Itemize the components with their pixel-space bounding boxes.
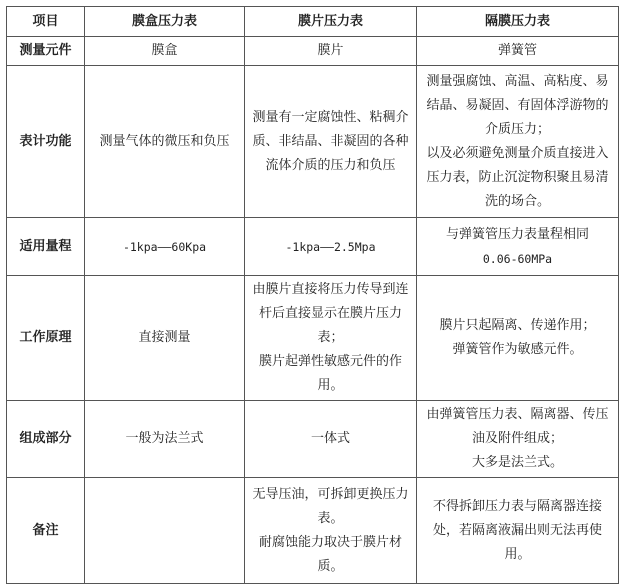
diaphragm-notes-line-2: 耐腐蚀能力取决于膜片材质。 (258, 534, 402, 574)
cell-sealed-notes: 不得拆卸压力表与隔离器连接处，若隔离液漏出则无法再使用。 (417, 478, 619, 584)
sealed-principle-line-1: 膜片只起隔离、传递作用； (439, 318, 596, 333)
header-item: 项目 (7, 7, 85, 37)
sealed-function-line-2: 以及必须避免测量介质直接进入压力表，防止沉淀物积聚且易清洗的场合。 (426, 145, 609, 209)
diaphragm-principle-line-2: 膜片起弹性敏感元件的作用。 (258, 354, 402, 393)
diaphragm-principle-line-1: 由膜片直接将压力传导到连杆后直接显示在膜片压力表； (252, 282, 409, 345)
row-label-notes: 备注 (7, 478, 85, 584)
cell-capsule-function: 测量气体的微压和负压 (85, 66, 245, 218)
cell-capsule-range: -1kpa——60Kpa (85, 218, 245, 276)
cell-sealed-range (417, 218, 619, 276)
header-diaphragm-gauge: 膜片压力表 (245, 7, 417, 37)
cell-sealed-element: 弹簧管 (417, 37, 619, 66)
sealed-range-line-1: 与弹簧管压力表量程相同 (445, 226, 589, 242)
row-gauge-function (7, 66, 619, 218)
cell-diaphragm-function: 测量有一定腐蚀性、粘稠介质、非结晶、非凝固的各种流体介质的压力和负压 (245, 66, 417, 218)
cell-diaphragm-components: 一体式 (245, 401, 417, 478)
row-label-working-principle: 工作原理 (7, 276, 85, 401)
sealed-components-line-1: 由弹簧管压力表、隔离器、传压油及附件组成； (426, 407, 609, 446)
row-measuring-range (7, 218, 619, 276)
cell-diaphragm-notes (245, 478, 417, 584)
cell-diaphragm-principle (245, 276, 417, 401)
cell-capsule-notes (85, 478, 245, 584)
cell-capsule-components: 一般为法兰式 (85, 401, 245, 478)
row-notes (7, 478, 619, 584)
header-sealed-gauge: 隔膜压力表 (417, 7, 619, 37)
header-row (7, 7, 619, 37)
sealed-range-line-2: 0.06-60MPa (482, 251, 553, 266)
row-label-components: 组成部分 (7, 401, 85, 478)
row-label-gauge-function: 表计功能 (7, 66, 85, 218)
row-label-measuring-element: 测量元件 (7, 37, 85, 66)
cell-diaphragm-range: -1kpa——2.5Mpa (245, 218, 417, 276)
row-measuring-element (7, 37, 619, 66)
cell-capsule-element: 膜盒 (85, 37, 245, 66)
cell-diaphragm-element: 膜片 (245, 37, 417, 66)
diaphragm-notes-line-1: 无导压油，可拆卸更换压力表。 (252, 486, 409, 526)
row-components (7, 401, 619, 478)
comparison-table (6, 6, 619, 584)
header-capsule-gauge: 膜盒压力表 (85, 7, 245, 37)
cell-sealed-components (417, 401, 619, 478)
row-working-principle (7, 276, 619, 401)
row-label-measuring-range: 适用量程 (7, 218, 85, 276)
sealed-components-line-2: 大多是法兰式。 (471, 455, 563, 470)
sealed-principle-line-2: 弹簧管作为敏感元件。 (452, 342, 583, 357)
sealed-function-line-1: 测量强腐蚀、高温、高粘度、易结晶、易凝固、有固体浮游物的介质压力； (426, 73, 609, 137)
cell-capsule-principle: 直接测量 (85, 276, 245, 401)
cell-sealed-principle (417, 276, 619, 401)
cell-sealed-function (417, 66, 619, 218)
